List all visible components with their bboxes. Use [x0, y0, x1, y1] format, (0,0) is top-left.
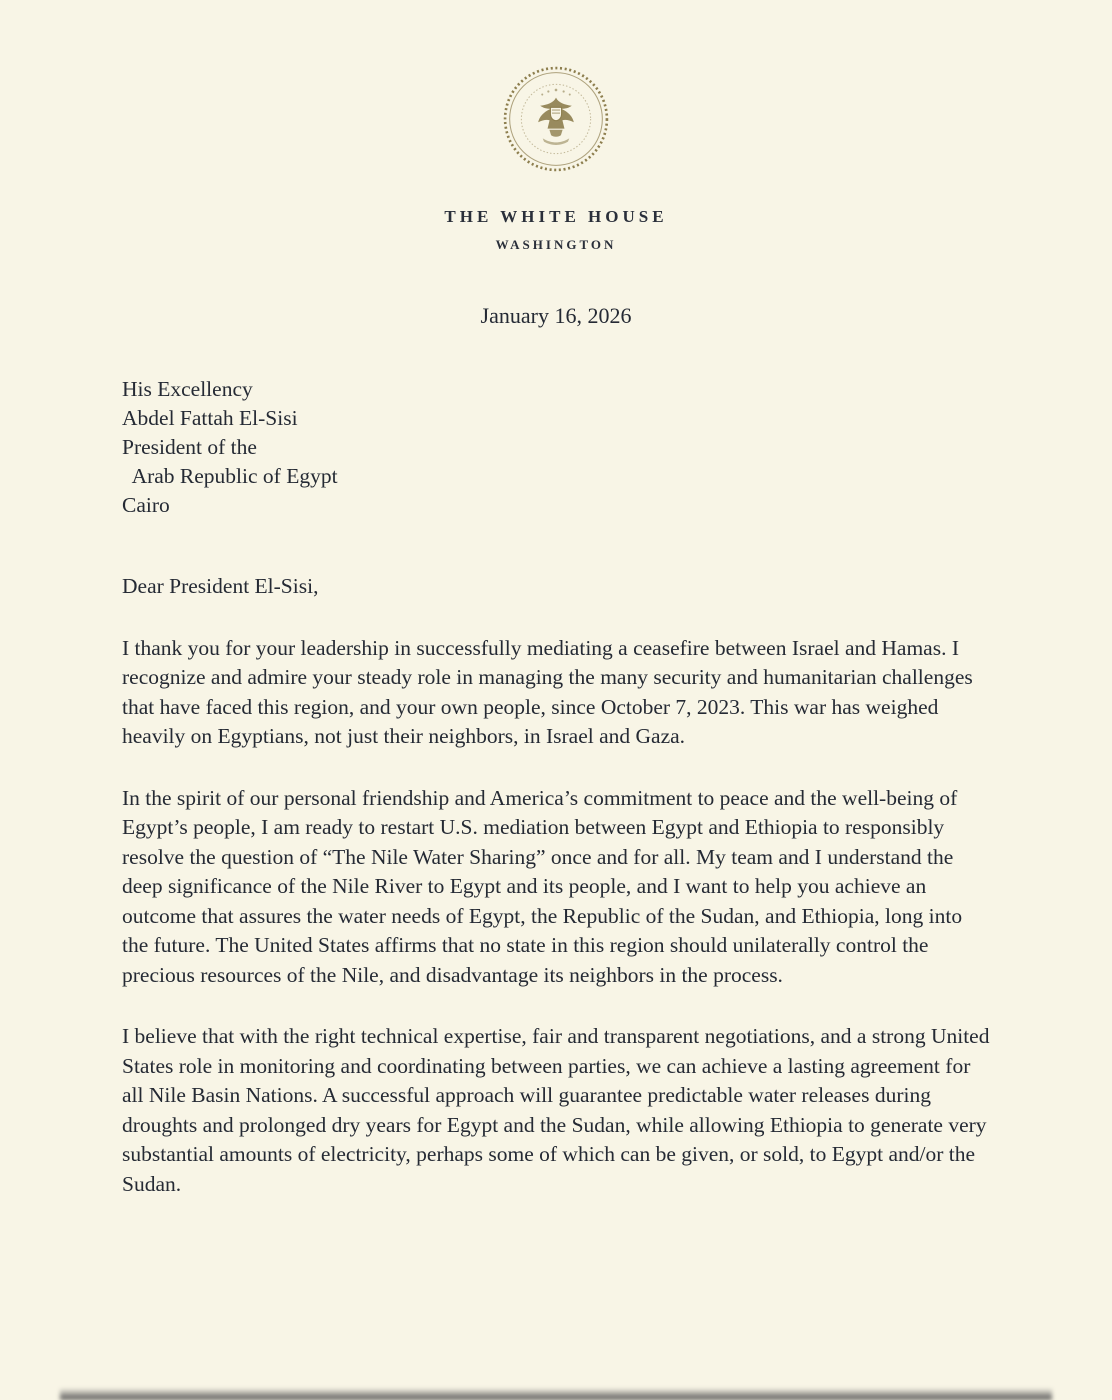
letter-paragraph: I thank you for your leadership in successfully mediating a ceasefire between Israel and Hamas. I recognize and admire your steady role in managing the many security and humanitarian challenges that have faced this region, and your own people, since October 7, 2023. This war has weighed heavily on Egyptians, not just their neighbors, in Israel and Gaza. — [122, 635, 973, 748]
letterhead — [0, 0, 1112, 253]
letter-body — [0, 375, 1112, 1199]
letterhead-title: THE WHITE HOUSE — [444, 207, 668, 226]
letter-date: January 16, 2026 — [480, 303, 632, 328]
scan-edge-artifact — [60, 1388, 1052, 1400]
letterhead-subtitle: WASHINGTON — [495, 237, 617, 252]
letter-paragraph: I believe that with the right technical expertise, fair and transparent negotiations, and a strong United States role in monitoring and coordinating between parties, we can achieve a lasting agreement for all Nile Basin Nations. A successful approach will guarantee predictable water releases during droughts and prolonged dry years for Egypt and the Sudan, while allowing Ethiopia to generate very substantial amounts of electricity, perhaps some of which can be given, or sold, to Egypt and/or the Sudan. — [122, 1024, 990, 1196]
recipient-line: Arab Republic of Egypt — [122, 464, 338, 488]
recipient-line: President of the — [122, 435, 257, 459]
presidential-seal-icon — [501, 64, 611, 174]
salutation: Dear President El-Sisi, — [122, 574, 319, 598]
letter-paragraph: In the spirit of our personal friendship and America’s commitment to peace and the well-being of Egypt’s people, I am ready to restart U.S. mediation between Egypt and Ethiopia to responsibly resolve the question of “The Nile Water Sharing” once and for all. My team and I understand the deep significance of the Nile River to Egypt and its people, and I want to help you achieve an outcome that assures the water needs of Egypt, the Republic of the Sudan, and Ethiopia, long into the future. The United States affirms that no state in this region should unilaterally control the precious resources of the Nile, and disadvantage its neighbors in the process. — [122, 785, 963, 987]
recipient-line: Abdel Fattah El-Sisi — [122, 406, 298, 430]
recipient-line: His Excellency — [122, 377, 253, 401]
recipient-address-block — [122, 375, 990, 520]
recipient-line: Cairo — [122, 493, 170, 517]
